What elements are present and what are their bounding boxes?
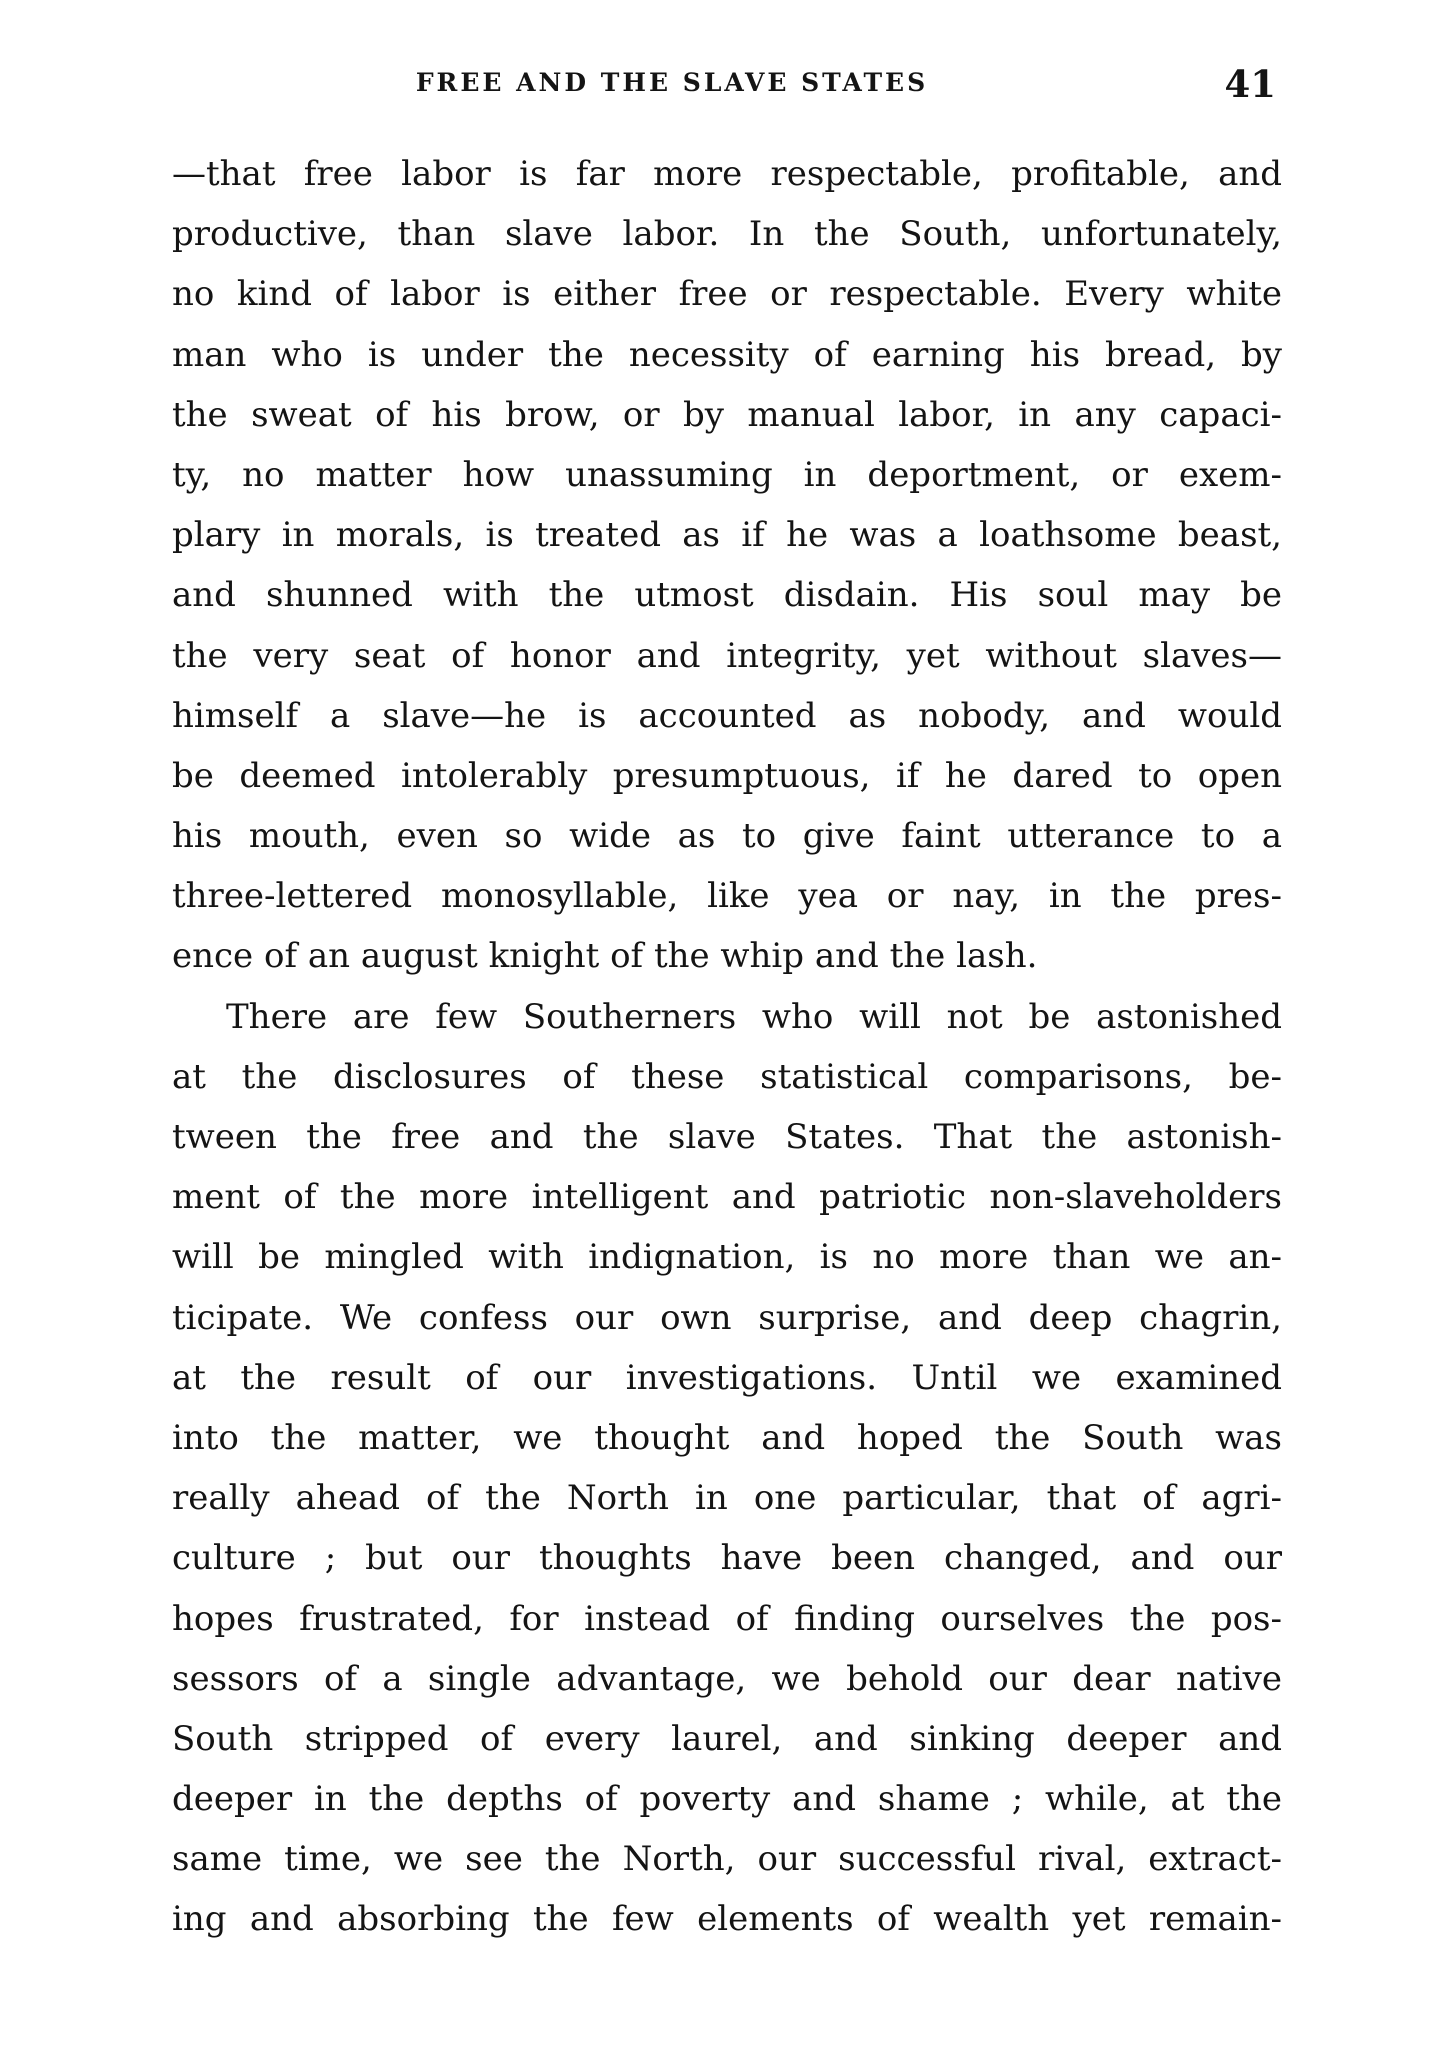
text-line: ty, no matter how unassuming in deportment, or exem- [172, 454, 1282, 495]
paragraph-1 [172, 144, 1282, 987]
text-line: himself a slave—he is accounted as nobody, and would [172, 695, 1282, 736]
text-line: at the result of our investigations. Until we examined [172, 1357, 1282, 1398]
text-line: ing and absorbing the few elements of wealth yet remain- [172, 1899, 1282, 1940]
text-line: will be mingled with indignation, is no more than we an- [172, 1237, 1282, 1278]
text-line: hopes frustrated, for instead of finding ourselves the pos- [172, 1598, 1282, 1639]
running-head [172, 60, 1282, 120]
text-line: plary in morals, is treated as if he was a loathsome beast, [172, 515, 1282, 556]
text-line: same time, we see the North, our successful rival, extract- [172, 1839, 1282, 1880]
text-line: tween the free and the slave States. That the astonish- [172, 1117, 1282, 1157]
text-line: three-lettered monosyllable, like yea or nay, in the pres- [172, 876, 1282, 917]
text-line: productive, than slave labor. In the South, unfortunately, [172, 214, 1282, 255]
text-line: really ahead of the North in one particular, that of agri- [172, 1478, 1282, 1519]
text-line: at the disclosures of these statistical comparisons, be- [172, 1056, 1282, 1097]
page-number: 41 [1224, 62, 1276, 106]
body-text [172, 144, 1282, 1950]
text-line: his mouth, even so wide as to give faint utterance to a [172, 816, 1282, 857]
running-title: FREE AND THE SLAVE STATES [415, 68, 929, 97]
text-line: ticipate. We confess our own surprise, and deep chagrin, [172, 1297, 1282, 1338]
text-line: the very seat of honor and integrity, yet without slaves— [172, 635, 1282, 676]
text-line: the sweat of his brow, or by manual labor, in any capaci- [172, 394, 1282, 435]
text-line: —that free labor is far more respectable, profitable, and [172, 154, 1282, 194]
text-line: sessors of a single advantage, we behold our dear native [172, 1658, 1282, 1699]
paragraph-2 [172, 987, 1282, 1950]
text-line: ment of the more intelligent and patriotic non-slaveholders [172, 1177, 1282, 1218]
text-line: man who is under the necessity of earning his bread, by [172, 334, 1282, 375]
text-line: into the matter, we thought and hoped the South was [172, 1417, 1282, 1458]
text-line: and shunned with the utmost disdain. His soul may be [172, 575, 1282, 616]
text-line: culture ; but our thoughts have been changed, and our [172, 1538, 1282, 1579]
text-line: South stripped of every laurel, and sinking deeper and [172, 1718, 1282, 1759]
text-line: no kind of labor is either free or respectable. Every white [172, 274, 1282, 315]
text-line: be deemed intolerably presumptuous, if he dared to open [172, 755, 1282, 796]
text-line: deeper in the depths of poverty and shame ; while, at the [172, 1779, 1282, 1820]
text-line: ence of an august knight of the whip and the lash. [172, 936, 1038, 977]
text-line: There are few Southerners who will not be astonished [226, 996, 1282, 1037]
